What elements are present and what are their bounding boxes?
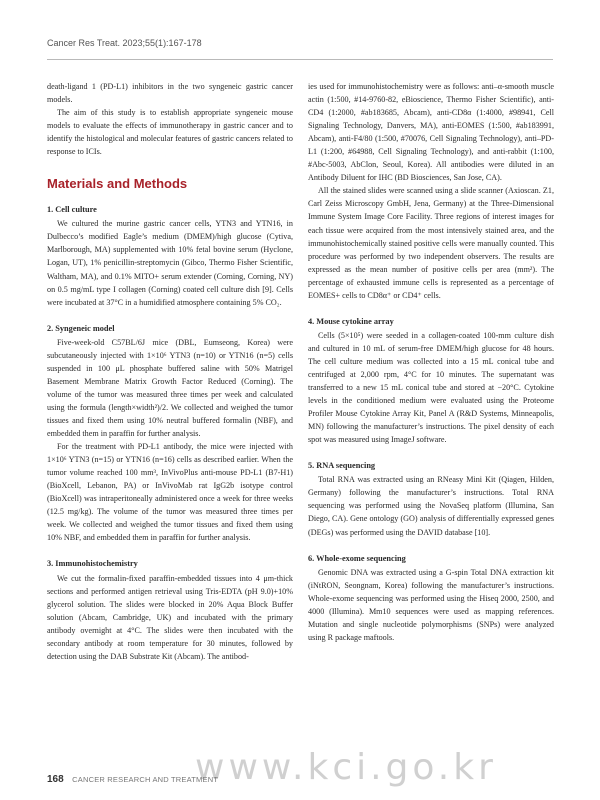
subsection-title-cytokine-array: 4. Mouse cytokine array [308, 316, 394, 326]
subsection-title-cell-culture: 1. Cell culture [47, 205, 97, 215]
right-column [308, 80, 554, 644]
spacer [308, 302, 554, 315]
intro-paragraph-2: The aim of this study is to establish appropriate syngeneic mouse models to evaluate the effects of immunotherapy in gastric cancer and to identify the histological and molecular features of gastric cancers related to response to ICIs. [47, 108, 293, 157]
watermark: www.kci.go.kr [195, 747, 497, 788]
section-title: Materials and Methods [47, 176, 188, 192]
paragraph: Total RNA was extracted using an RNeasy Mini Kit (Qiagen, Hilden, Germany) following the manufacturer’s instructions. Total RNA sequencing was performed using the NovaSeq platform (Illumina, San Diego, CA). Gene ontology (GO) analysis of differentially expressed genes (DEGs) was performed using the DAVID database [10]. [308, 475, 554, 537]
subsection-title-syngeneic-model: 2. Syngeneic model [47, 323, 115, 333]
journal-name: CANCER RESEARCH AND TREATMENT [72, 775, 219, 784]
page-footer [47, 769, 218, 787]
subsection-title-rna-sequencing: 5. RNA sequencing [308, 461, 376, 471]
paragraph: ies used for immunohistochemistry were as follows: anti–α-smooth muscle actin (1:500, #14-9760-82, eBioscience, Thermo Fisher Scientific), anti-CD4 (1:2000, #ab183685, Abcam), anti-CD8α (1:4000, #98941, Cell Signaling Technology, Danvers, MA), anti-EOMES (1:500, #ab183991, Abcam), anti-F4/80 (1:500, #70076, Cell Signaling Technology), anti–PD-L1 (1:200, #64988, Cell Signaling Technology), and anti-rabbit (1:100, #Abc-5003, AbClon, Seoul, Korea). All antibodies were diluted in an Antibody Diluent for IHC (BD Biosciences, San Jose, CA). [308, 82, 554, 183]
subsection-title-whole-exome: 6. Whole-exome sequencing [308, 553, 406, 563]
intro-paragraph-1: death-ligand 1 (PD-L1) inhibitors in the two syngeneic gastric cancer models. [47, 82, 293, 105]
paragraph: Cells (5×10⁵) were seeded in a collagen-coated 100-mm culture dish and cultured in 10 mL of serum-free DMEM/high glucose for 48 hours. The cell culture medium was collected into a 15 mL conical tube and centrifuged at 2,000 rpm, 4°C for 10 minutes. The supernatant was transferred to a new 15 mL conical tube and stored at −20°C. Cytokine levels in the conditioned medium were evaluated using the Proteome Profiler Mouse Cytokine Array Kit, Panel A (R&D Systems, Minneapolis, MN) following the manufacturer’s instructions. The pixel density of each spot was measured using ImageJ software. [308, 330, 554, 445]
spacer [308, 446, 554, 459]
spacer [47, 309, 293, 322]
running-head: Cancer Res Treat. 2023;55(1):167-178 [47, 38, 202, 48]
spacer [47, 544, 293, 557]
paragraph: We cultured the murine gastric cancer cells, YTN3 and YTN16, in Dulbecco’s modified Eagle’s medium (DMEM)/high glucose (Cytiva, Marlborough, MA) supplemented with 10% fetal bovine serum (Hyclone, Logan, UT), 1% penicillin-streptomycin (Gibco, Thermo Fisher Scientific, Waltham, MA), and 0.1% MITO+ serum extender (Corning, Corning, NY) on 0.5 mg/mL type I collagen (Corning) coated cell culture dish [9]. Cells were incubated at 37°C in a humidified atmosphere containing 5% CO₂. [47, 219, 293, 307]
paragraph: For the treatment with PD-L1 antibody, the mice were injected with 1×10⁶ YTN3 (n=15) or YTN16 (n=16) cells as described earlier. When the tumor volume reached 100 mm³, InVivoPlus anti-mouse PD-L1 (B7-H1) (BioXcell, Lebanon, PA) or InVivoMab rat IgG2b isotype control (BioXcell) was intraperitoneally administered once a week for three weeks (12.5 mg/kg). The volume of the tumor was measured three times per week. We collected and weighed the tumor tissues and fixed them using 10% NBF, and embedded them in paraffin for further analysis. [47, 442, 293, 543]
paragraph: We cut the formalin-fixed paraffin-embedded tissues into 4 μm-thick sections and performed antigen retrieval using Tris-EDTA (pH 9.0)+10% glycerol solution. The slides were blocked in 20% Aqua Block Buffer solution (Abcam, Cambridge, UK) and incubated with the primary antibody overnight at 4°C. The slides were then incubated with the secondary antibody at room temperature for 30 minutes, followed by detection using the DAB Substrate Kit (Abcam). The antibod- [47, 573, 293, 661]
paragraph: All the stained slides were scanned using a slide scanner (Axioscan. Z1, Carl Zeiss Microscopy GmbH, Jena, Germany) at the Three-Dimensional Immune System Image Core Facility. Three regions of interest images for each tissue were acquired from the most intensively stained area, and the immunohistochemically stained positive cells were manually counted. This procedure was performed by two independent observers. The results are expressed as the mean number of positive cells per area (mm²). The percentage of exhausted immune cells is represented as a percentage of EOMES+ cells to CD8α⁺ or CD4⁺ cells. [308, 186, 554, 300]
paragraph: Five-week-old C57BL/6J mice (DBL, Eumseong, Korea) were subcutaneously injected with 1×10⁶ YTN3 (n=10) or YTN16 (n=5) cells suspended in 100 μL phosphate buffered saline with 50% Matrigel Basement Membrane Matrix Growth Factor Reduced (Corning). The volume of the tumor was measured three times per week and calculated using the formula (length×width²)/2. We collected and weighed the tumor tissues and fixed them using 10% neutral buffered formalin (NBF), and embedded them in paraffin for further analysis. [47, 337, 293, 439]
paragraph: Genomic DNA was extracted using a G-spin Total DNA extraction kit (iNtRON, Seongnam, Korea) following the manufacturer’s instructions. Whole-exome sequencing was performed using the Hiseq 2000, 2500, and 4000 (Illumina). Mm10 sequences were used as mapping references. Mutation and single nucleotide polymorphisms (SNPs) were analyzed using R package maftools. [308, 567, 554, 642]
left-column [47, 80, 293, 663]
subsection-title-immunohistochemistry: 3. Immunohistochemistry [47, 559, 138, 569]
header-divider [47, 59, 553, 60]
page-number: 168 [47, 774, 64, 785]
spacer [308, 539, 554, 552]
